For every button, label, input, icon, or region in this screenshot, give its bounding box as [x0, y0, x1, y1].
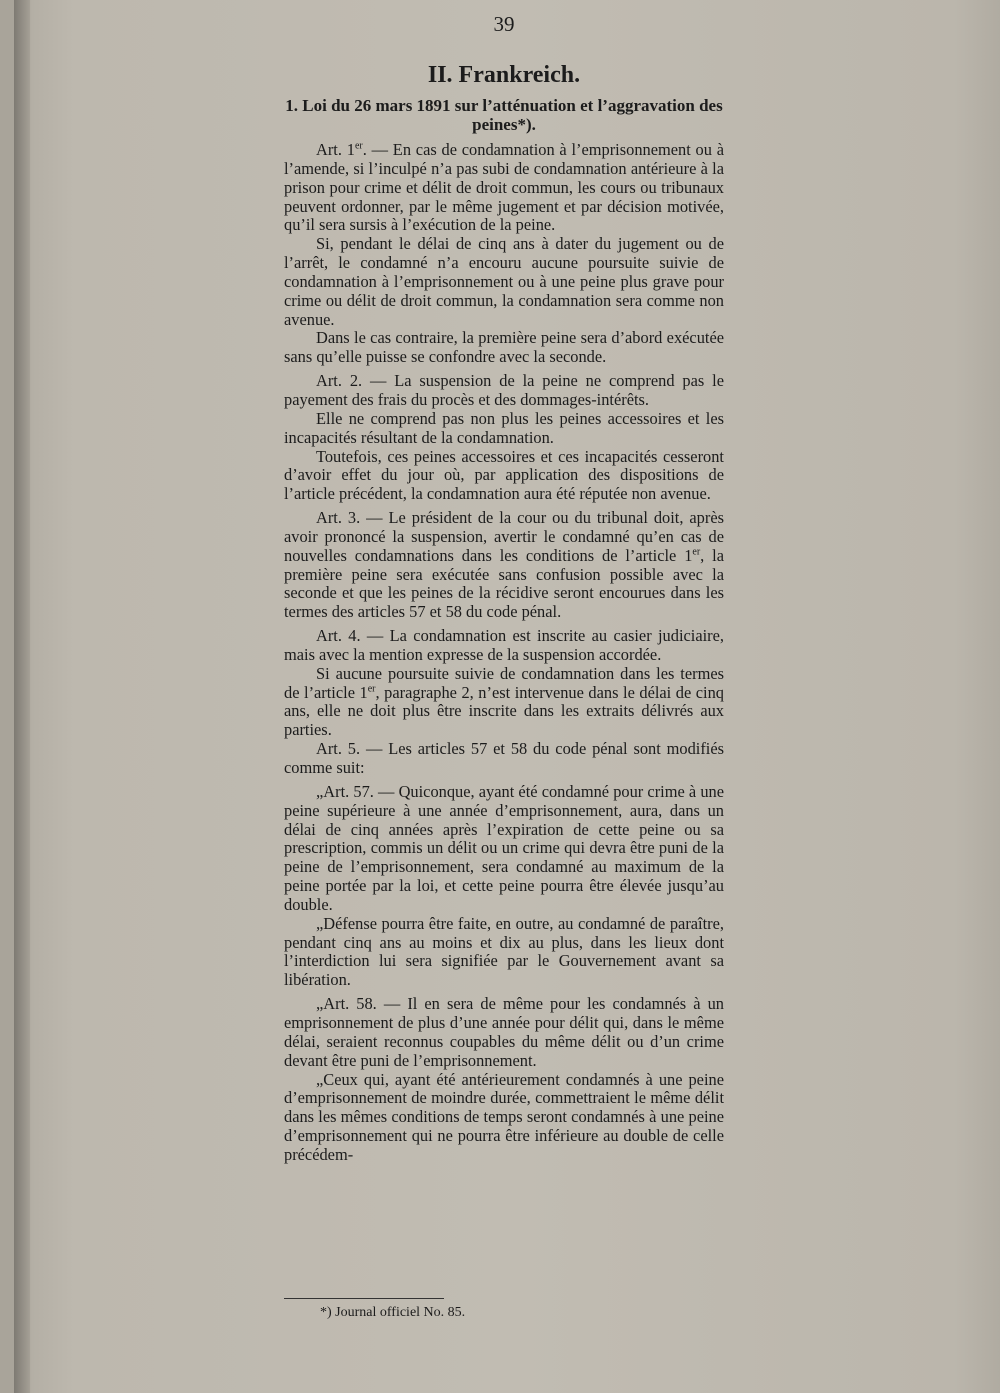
paragraph: Art. 4. — La condamnation est inscrite au casier judiciaire, mais avec la mention expresse de la suspension accordée. [284, 626, 724, 664]
paragraph: Art. 2. — La suspension de la peine ne comprend pas le payement des frais du procès et des dommages-intérêts. [284, 371, 724, 409]
paragraph: Art. 1er. — En cas de condamnation à l’emprisonnement ou à l’amende, si l’inculpé n’a pas subi de condamnation antérieure à la prison pour crime et délit de droit commun, les cours ou tribunaux peuvent ordonner, par le même jugement et par décision motivée, qu’il sera sursis à l’exécution de la peine. [284, 140, 725, 235]
page-gutter-shadow [14, 0, 30, 1393]
page [14, 0, 1000, 1393]
paragraph: „Art. 57. — Quiconque, ayant été condamné pour crime à une peine supérieure à une année d’emprisonnement, aura, dans un délai de cinq années après l’expiration de cette peine ou sa prescription, commis un délit ou un crime qui devra être puni de la peine de l’emprisonnement, sera condamné au maximum de la peine portée par la loi, et cette peine pourra être élevée jusqu’au double. [284, 781, 724, 914]
paragraph: Toutefois, ces peines accessoires et ces incapacités cesseront d’avoir effet du jour où, par application des dispositions de l’article précédent, la condamnation aura été réputée non avenue. [284, 446, 724, 504]
paragraph: „Ceux qui, ayant été antérieurement condamnés à une peine d’emprisonnement de moindre durée, commettraient le même délit dans les mêmes conditions de temps seront condamnés à une peine d’emprisonnement qui ne pourra être inférieure au double de celle précédem- [284, 1069, 724, 1164]
section-heading: II. Frankreich. [427, 62, 581, 88]
ordinal-superscript: er [367, 683, 376, 695]
paragraph: Si, pendant le délai de cinq ans à dater du jugement ou de l’arrêt, le condamné n’a encouru aucune poursuite suivie de condamnation à l’emprisonnement ou à une peine plus grave pour crime ou délit de droit commun, la condamnation sera comme non avenue. [284, 234, 724, 329]
body-text [284, 141, 724, 1165]
law-title: 1. Loi du 26 mars 1891 sur l’atténuation et l’aggravation des peines*). [285, 96, 723, 134]
paragraph: Elle ne comprend pas non plus les peines accessoires et les incapacités résultant de la condamnation. [284, 408, 724, 447]
footnote-rule [284, 1298, 444, 1299]
ordinal-superscript: er [354, 140, 363, 152]
paragraph: Si aucune poursuite suivie de condamnation dans les termes de l’article 1er, paragraphe 2, n’est intervenue dans le délai de cinq ans, elle ne doit plus être inscrite dans les extraits délivrés aux parties. [284, 663, 725, 740]
paragraph: „Défense pourra être faite, en outre, au condamné de paraître, pendant cinq ans au moins et dix au plus, dans les lieux dont l’interdiction lui sera signifiée par le Gouvernement avant sa libération. [284, 913, 724, 990]
footnote: *) Journal officiel No. 85. [320, 1305, 466, 1320]
paragraph: Art. 3. — Le président de la cour ou du tribunal doit, après avoir prononcé la suspension, avertir le condamné qu’en cas de nouvelles condamnations dans les conditions de l’article 1er, la première peine sera exécutée sans confusion possible avec la seconde et que les peines de la récidive seront encourues dans les termes des articles 57 et 58 du code pénal. [284, 508, 724, 622]
page-number: 39 [493, 12, 515, 36]
paragraph: Art. 5. — Les articles 57 et 58 du code pénal sont modifiés comme suit: [284, 739, 724, 777]
ordinal-superscript: er [692, 546, 701, 558]
paragraph: „Art. 58. — Il en sera de même pour les condamnés à un emprisonnement de plus d’une année pour délit qui, dans le même délai, seraient reconnus coupables du même délit ou d’un crime devant être puni de l’emprisonnement. [284, 994, 724, 1070]
paragraph: Dans le cas contraire, la première peine sera d’abord exécutée sans qu’elle puisse se confondre avec la seconde. [284, 328, 724, 367]
